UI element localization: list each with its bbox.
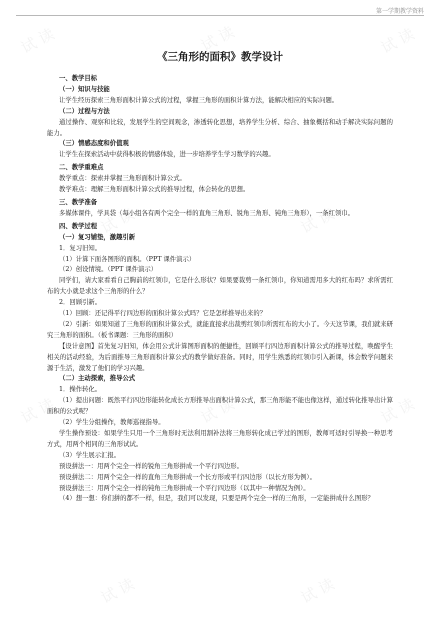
paragraph: 教学重点：探索并掌握三角形面积计算公式。 [59,175,186,183]
paragraph: 通过操作、观察和比较，发展学生的空间观念，渗透转化思想，培养学生分析、综合、抽象概括和动手解决实际问题的能力。 [47,118,393,137]
subsection-heading: （三）情感态度和价值观 [59,140,129,148]
section-heading: 四、教学过程 [59,222,98,230]
paragraph: 预设拼法一：用两个完全一样的锐角三角形拼成一个平行四边形。 [59,462,243,470]
watermark: 试 读 [198,22,238,56]
watermark: 试 读 [298,574,338,608]
list-line: 2．回顾引新。 [59,299,102,307]
paragraph: 预设拼法二：用两个完全一样的直角三角形拼成一个长方形或平行四边形（以长方形为例）。 [59,473,316,481]
list-line: 1．操作转化。 [59,386,102,394]
watermark: 试 读 [98,574,138,608]
paragraph: 同学们，请大家看看自己胸前的红领巾，它是什么形状？如果要裁剪一条红领巾，你知道需用多大的红布吗？求所需红布的大小就是求这个三角形的什么？ [47,277,393,296]
section-heading: 一、教学目标 [59,75,98,82]
document-title: 《三角形的面积》教学设计 [157,51,283,63]
list-line: （1）计算下面各图形的面积。（PPT 课件演示） [59,255,196,263]
subsection-heading: （一）知识与技能 [59,85,110,93]
paragraph: （2）学生分组操作，教师巡视指导。 [59,419,165,427]
section-heading: 三、教学准备 [59,198,98,206]
paragraph: 预设拼法三：用两个完全一样的钝角三角形拼成一个平行四边形（以其中一种情况为例）。 [59,484,310,492]
list-line: （2）创设情境。（PPT 课件演示） [59,266,158,274]
paragraph: 多媒体课件，学具袋（每小组各有两个完全一样的直角三角形、锐角三角形、钝角三角形），一条红领巾。 [59,209,354,217]
document-body [47,50,393,505]
paragraph: 让学生在探索活动中获得积极的情感体验，进一步培养学生学习数学的兴趣。 [59,151,275,159]
watermark: 试 读 [198,394,238,428]
watermark: 试 读 [378,394,418,428]
paragraph: （1）提出问题：既然平行四边形能转化成长方形推导出面积计算公式，那三角形能不能也像这样，通过转化推导出计算面积的公式呢？ [47,397,393,416]
watermark: 试 读 [298,204,338,238]
section-heading: 二、教学重难点 [59,164,104,172]
subsection-heading: （一）复习铺垫，激趣引新 [59,233,136,241]
header-rule [16,15,424,16]
paragraph: （2）引新：如果知道了三角形的面积计算公式，就能直接求出裁剪红领巾所需红布的大小了。今天这节课，我们就来研究三角形的面积。（板书课题：三角形的面积） [47,320,393,339]
watermark: 试 读 [18,24,58,58]
watermark: 试 读 [98,204,138,238]
paragraph: （1）回顾：还记得平行四边形的面积计算公式吗？它是怎样推导出来的？ [59,310,267,318]
paragraph: （3）学生展示汇报。 [59,451,121,459]
header-caption: 第一学期教学资料 [375,8,424,15]
paragraph: 【设计意图】首先复习旧知，体会用公式计算图形面积的便捷性，回顾平行四边形面积计算公式的推导过程，唤醒学生相关的活动经验，为后面推导三角形面积计算公式的教学做好准备。同时，用学生熟悉的红领巾引入新课，体会数学问题来源于生活，激发了他们的学习兴趣。 [47,342,393,372]
watermark: 试 读 [18,394,58,428]
paragraph: 让学生经历探索三角形面积计算公式的过程，掌握三角形的面积计算方法，能解决相应的实际问题。 [59,96,339,104]
watermark: 试 读 [378,24,418,58]
subsection-heading: （二）过程与方法 [59,107,110,115]
paragraph: 教学难点：理解三角形面积计算公式的推导过程，体会转化的思想。 [59,186,250,194]
paragraph: 学生操作预设：如果学生只用一个三角形时无法利用割补法将三角形转化成已学过的图形，教师可适时引导换一种思考方式，用两个相同的三角形试试。 [47,430,393,448]
subsection-heading: （二）主动探索，推导公式 [59,375,136,383]
list-line: 1．复习旧知。 [59,244,102,252]
paragraph: （4）想一想：你们拼的都不一样，但是，我们可以发现，只要是两个完全一样的三角形，一定能拼成什么图形？ [59,495,374,503]
